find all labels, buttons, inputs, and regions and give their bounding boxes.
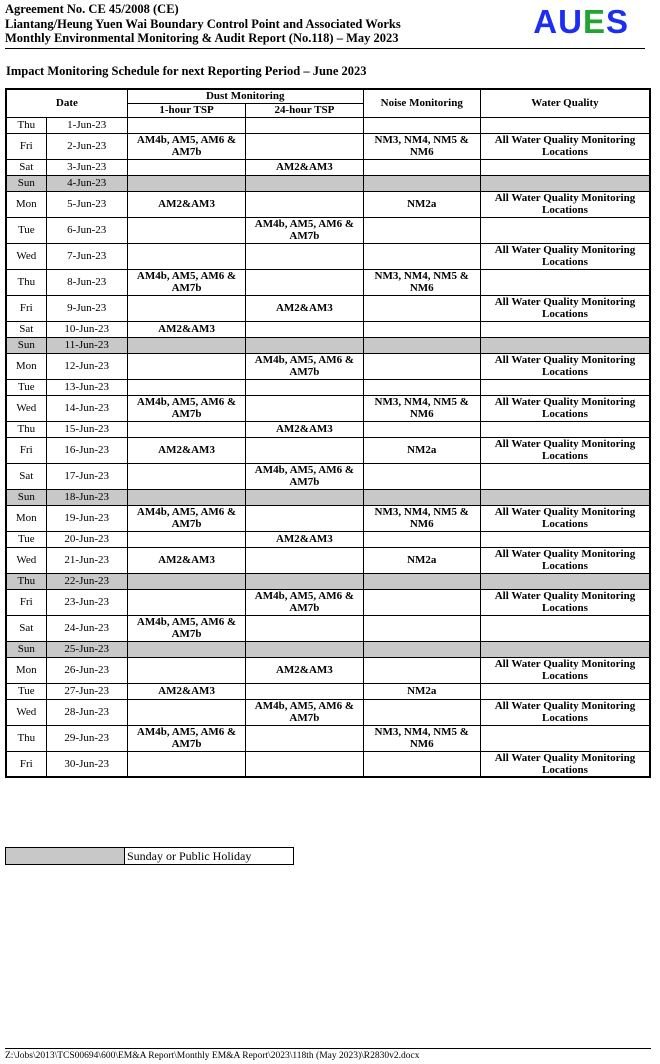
tsp-1hour-cell [127, 337, 245, 353]
noise-cell [363, 243, 480, 269]
noise-cell [363, 321, 480, 337]
table-row [6, 175, 650, 191]
noise-monitoring-header: Noise Monitoring [363, 89, 480, 117]
table-row [6, 117, 650, 133]
noise-cell [363, 217, 480, 243]
noise-cell [363, 573, 480, 589]
table-row [6, 379, 650, 395]
tsp-24hour-cell [246, 379, 363, 395]
water-quality-cell: All Water Quality Monitoring Locations [480, 505, 650, 531]
noise-cell [363, 657, 480, 683]
table-row [6, 463, 650, 489]
water-quality-cell [480, 269, 650, 295]
water-quality-cell: All Water Quality Monitoring Locations [480, 547, 650, 573]
day-cell: Wed [6, 547, 46, 573]
tsp-1hour-cell: AM4b, AM5, AM6 & AM7b [127, 615, 245, 641]
date-cell: 7-Jun-23 [46, 243, 127, 269]
day-cell: Wed [6, 699, 46, 725]
logo-letter-s: S [605, 3, 629, 40]
date-cell: 11-Jun-23 [46, 337, 127, 353]
water-quality-cell [480, 615, 650, 641]
noise-cell [363, 615, 480, 641]
water-quality-cell [480, 641, 650, 657]
report-header [5, 2, 645, 49]
water-quality-cell: All Water Quality Monitoring Locations [480, 751, 650, 777]
noise-cell [363, 175, 480, 191]
noise-cell [363, 489, 480, 505]
water-quality-cell [480, 463, 650, 489]
noise-cell [363, 421, 480, 437]
date-cell: 25-Jun-23 [46, 641, 127, 657]
table-row [6, 573, 650, 589]
date-cell: 22-Jun-23 [46, 573, 127, 589]
tsp-24hour-cell [246, 133, 363, 159]
date-cell: 8-Jun-23 [46, 269, 127, 295]
water-quality-cell [480, 573, 650, 589]
day-cell: Sat [6, 463, 46, 489]
noise-cell [363, 295, 480, 321]
water-quality-cell: All Water Quality Monitoring Locations [480, 133, 650, 159]
water-quality-cell: All Water Quality Monitoring Locations [480, 395, 650, 421]
noise-cell: NM3, NM4, NM5 & NM6 [363, 505, 480, 531]
water-quality-cell: All Water Quality Monitoring Locations [480, 243, 650, 269]
noise-cell: NM3, NM4, NM5 & NM6 [363, 269, 480, 295]
water-quality-header: Water Quality [480, 89, 650, 117]
file-path-footer: Z:\Jobs\2013\TCS00694\600\EM&A Report\Monthly EM&A Report\2023\118th (May 2023)\R2830v2.docx [5, 1048, 651, 1063]
water-quality-cell: All Water Quality Monitoring Locations [480, 191, 650, 217]
date-cell: 14-Jun-23 [46, 395, 127, 421]
tsp-24hour-cell [246, 395, 363, 421]
tsp-1hour-cell [127, 463, 245, 489]
tsp-1hour-cell [127, 589, 245, 615]
day-cell: Mon [6, 353, 46, 379]
day-cell: Tue [6, 217, 46, 243]
day-cell: Fri [6, 589, 46, 615]
day-cell: Mon [6, 191, 46, 217]
noise-cell: NM2a [363, 547, 480, 573]
tsp-24hour-cell [246, 191, 363, 217]
water-quality-cell [480, 217, 650, 243]
day-cell: Mon [6, 505, 46, 531]
tsp-24hour-cell [246, 269, 363, 295]
day-cell: Thu [6, 117, 46, 133]
date-cell: 3-Jun-23 [46, 159, 127, 175]
date-cell: 6-Jun-23 [46, 217, 127, 243]
table-row [6, 505, 650, 531]
day-cell: Thu [6, 725, 46, 751]
day-cell: Tue [6, 683, 46, 699]
logo-letter-u: U [558, 3, 583, 40]
table-row [6, 243, 650, 269]
tsp-24hour-cell [246, 489, 363, 505]
tsp-1hour-cell: AM2&AM3 [127, 683, 245, 699]
tsp-1hour-cell [127, 243, 245, 269]
table-row [6, 589, 650, 615]
day-cell: Sun [6, 641, 46, 657]
tsp-1hour-cell [127, 217, 245, 243]
tsp-1hour-cell [127, 657, 245, 683]
water-quality-cell [480, 321, 650, 337]
day-cell: Fri [6, 751, 46, 777]
date-cell: 16-Jun-23 [46, 437, 127, 463]
table-row [6, 547, 650, 573]
water-quality-cell: All Water Quality Monitoring Locations [480, 699, 650, 725]
tsp-24hour-header: 24-hour TSP [246, 103, 363, 117]
tsp-24hour-cell: AM2&AM3 [246, 421, 363, 437]
tsp-24hour-cell: AM2&AM3 [246, 531, 363, 547]
table-row [6, 321, 650, 337]
date-cell: 9-Jun-23 [46, 295, 127, 321]
table-row [6, 217, 650, 243]
noise-cell [363, 353, 480, 379]
date-cell: 13-Jun-23 [46, 379, 127, 395]
tsp-24hour-cell [246, 437, 363, 463]
table-row [6, 615, 650, 641]
tsp-24hour-cell: AM4b, AM5, AM6 & AM7b [246, 353, 363, 379]
noise-cell [363, 699, 480, 725]
table-row [6, 159, 650, 175]
table-row [6, 657, 650, 683]
tsp-1hour-cell: AM4b, AM5, AM6 & AM7b [127, 725, 245, 751]
tsp-1hour-cell [127, 117, 245, 133]
legend [5, 847, 294, 865]
date-cell: 12-Jun-23 [46, 353, 127, 379]
tsp-1hour-cell [127, 379, 245, 395]
noise-cell: NM2a [363, 683, 480, 699]
water-quality-cell: All Water Quality Monitoring Locations [480, 589, 650, 615]
water-quality-cell [480, 175, 650, 191]
day-cell: Fri [6, 437, 46, 463]
water-quality-cell [480, 531, 650, 547]
tsp-1hour-cell: AM2&AM3 [127, 191, 245, 217]
date-cell: 18-Jun-23 [46, 489, 127, 505]
day-cell: Sun [6, 337, 46, 353]
noise-cell [363, 117, 480, 133]
day-cell: Tue [6, 379, 46, 395]
tsp-24hour-cell: AM2&AM3 [246, 295, 363, 321]
monitoring-schedule-table [5, 88, 651, 778]
water-quality-cell: All Water Quality Monitoring Locations [480, 353, 650, 379]
water-quality-cell: All Water Quality Monitoring Locations [480, 657, 650, 683]
table-row [6, 353, 650, 379]
date-cell: 17-Jun-23 [46, 463, 127, 489]
tsp-24hour-cell: AM4b, AM5, AM6 & AM7b [246, 699, 363, 725]
holiday-swatch [6, 848, 125, 864]
noise-cell: NM3, NM4, NM5 & NM6 [363, 725, 480, 751]
tsp-1hour-cell: AM4b, AM5, AM6 & AM7b [127, 505, 245, 531]
tsp-1hour-cell [127, 421, 245, 437]
tsp-1hour-cell [127, 175, 245, 191]
water-quality-cell [480, 117, 650, 133]
table-row [6, 269, 650, 295]
table-row [6, 699, 650, 725]
tsp-24hour-cell [246, 505, 363, 531]
water-quality-cell [480, 379, 650, 395]
noise-cell: NM3, NM4, NM5 & NM6 [363, 395, 480, 421]
table-row [6, 295, 650, 321]
table-row [6, 531, 650, 547]
agreement-number: Agreement No. CE 45/2008 (CE) [5, 2, 179, 16]
tsp-24hour-cell [246, 725, 363, 751]
date-cell: 27-Jun-23 [46, 683, 127, 699]
noise-cell [363, 641, 480, 657]
date-cell: 30-Jun-23 [46, 751, 127, 777]
tsp-24hour-cell: AM4b, AM5, AM6 & AM7b [246, 217, 363, 243]
noise-cell [363, 531, 480, 547]
noise-cell [363, 159, 480, 175]
tsp-24hour-cell: AM4b, AM5, AM6 & AM7b [246, 589, 363, 615]
tsp-24hour-cell [246, 175, 363, 191]
day-cell: Thu [6, 421, 46, 437]
tsp-1hour-cell: AM4b, AM5, AM6 & AM7b [127, 133, 245, 159]
tsp-1hour-cell: AM2&AM3 [127, 321, 245, 337]
date-cell: 26-Jun-23 [46, 657, 127, 683]
dust-monitoring-header: Dust Monitoring [127, 89, 363, 103]
report-title: Monthly Environmental Monitoring & Audit Report (No.118) – May 2023 [5, 31, 399, 45]
noise-cell: NM3, NM4, NM5 & NM6 [363, 133, 480, 159]
table-row [6, 395, 650, 421]
tsp-24hour-cell: AM2&AM3 [246, 657, 363, 683]
date-cell: 29-Jun-23 [46, 725, 127, 751]
date-cell: 20-Jun-23 [46, 531, 127, 547]
noise-cell [363, 337, 480, 353]
tsp-1hour-cell [127, 699, 245, 725]
tsp-1hour-cell: AM2&AM3 [127, 547, 245, 573]
day-cell: Fri [6, 295, 46, 321]
logo-letter-a: A [533, 3, 559, 40]
date-cell: 24-Jun-23 [46, 615, 127, 641]
tsp-1hour-cell [127, 489, 245, 505]
date-cell: 21-Jun-23 [46, 547, 127, 573]
tsp-1hour-header: 1-hour TSP [127, 103, 245, 117]
tsp-1hour-cell: AM2&AM3 [127, 437, 245, 463]
tsp-24hour-cell [246, 573, 363, 589]
date-cell: 15-Jun-23 [46, 421, 127, 437]
tsp-24hour-cell [246, 321, 363, 337]
tsp-1hour-cell [127, 353, 245, 379]
tsp-1hour-cell [127, 159, 245, 175]
water-quality-cell [480, 489, 650, 505]
date-cell: 4-Jun-23 [46, 175, 127, 191]
day-cell: Sat [6, 615, 46, 641]
day-cell: Sun [6, 489, 46, 505]
day-cell: Wed [6, 243, 46, 269]
tsp-1hour-cell: AM4b, AM5, AM6 & AM7b [127, 269, 245, 295]
section-title: Impact Monitoring Schedule for next Reporting Period – June 2023 [6, 64, 367, 78]
water-quality-cell [480, 337, 650, 353]
tsp-24hour-cell [246, 615, 363, 641]
tsp-24hour-cell: AM2&AM3 [246, 159, 363, 175]
tsp-24hour-cell [246, 683, 363, 699]
water-quality-cell: All Water Quality Monitoring Locations [480, 437, 650, 463]
water-quality-cell [480, 725, 650, 751]
tsp-24hour-cell [246, 117, 363, 133]
date-cell: 19-Jun-23 [46, 505, 127, 531]
date-cell: 5-Jun-23 [46, 191, 127, 217]
date-header: Date [6, 89, 127, 117]
project-title: Liantang/Heung Yuen Wai Boundary Control Point and Associated Works [5, 16, 401, 31]
noise-cell [363, 751, 480, 777]
day-cell: Sun [6, 175, 46, 191]
tsp-24hour-cell: AM4b, AM5, AM6 & AM7b [246, 463, 363, 489]
tsp-1hour-cell [127, 295, 245, 321]
table-row [6, 725, 650, 751]
day-cell: Tue [6, 531, 46, 547]
date-cell: 23-Jun-23 [46, 589, 127, 615]
noise-cell: NM2a [363, 437, 480, 463]
water-quality-cell: All Water Quality Monitoring Locations [480, 295, 650, 321]
day-cell: Thu [6, 573, 46, 589]
table-row [6, 437, 650, 463]
logo-letter-e: E [582, 3, 606, 40]
tsp-1hour-cell [127, 641, 245, 657]
water-quality-cell [480, 421, 650, 437]
tsp-24hour-cell [246, 547, 363, 573]
tsp-24hour-cell [246, 243, 363, 269]
tsp-24hour-cell [246, 337, 363, 353]
table-row [6, 641, 650, 657]
table-row [6, 683, 650, 699]
tsp-1hour-cell [127, 751, 245, 777]
tsp-1hour-cell [127, 531, 245, 547]
legend-label: Sunday or Public Holiday [127, 849, 252, 863]
table-row [6, 337, 650, 353]
tsp-24hour-cell [246, 751, 363, 777]
day-cell: Mon [6, 657, 46, 683]
date-cell: 28-Jun-23 [46, 699, 127, 725]
tsp-24hour-cell [246, 641, 363, 657]
date-cell: 2-Jun-23 [46, 133, 127, 159]
tsp-1hour-cell: AM4b, AM5, AM6 & AM7b [127, 395, 245, 421]
noise-cell: NM2a [363, 191, 480, 217]
noise-cell [363, 379, 480, 395]
table-row [6, 489, 650, 505]
water-quality-cell [480, 159, 650, 175]
noise-cell [363, 589, 480, 615]
table-row [6, 751, 650, 777]
day-cell: Fri [6, 133, 46, 159]
table-row [6, 191, 650, 217]
date-cell: 10-Jun-23 [46, 321, 127, 337]
day-cell: Wed [6, 395, 46, 421]
aues-logo [533, 4, 629, 40]
day-cell: Sat [6, 159, 46, 175]
tsp-1hour-cell [127, 573, 245, 589]
schedule-body [6, 117, 650, 777]
date-cell: 1-Jun-23 [46, 117, 127, 133]
table-row [6, 421, 650, 437]
day-cell: Thu [6, 269, 46, 295]
table-row [6, 133, 650, 159]
day-cell: Sat [6, 321, 46, 337]
water-quality-cell [480, 683, 650, 699]
noise-cell [363, 463, 480, 489]
